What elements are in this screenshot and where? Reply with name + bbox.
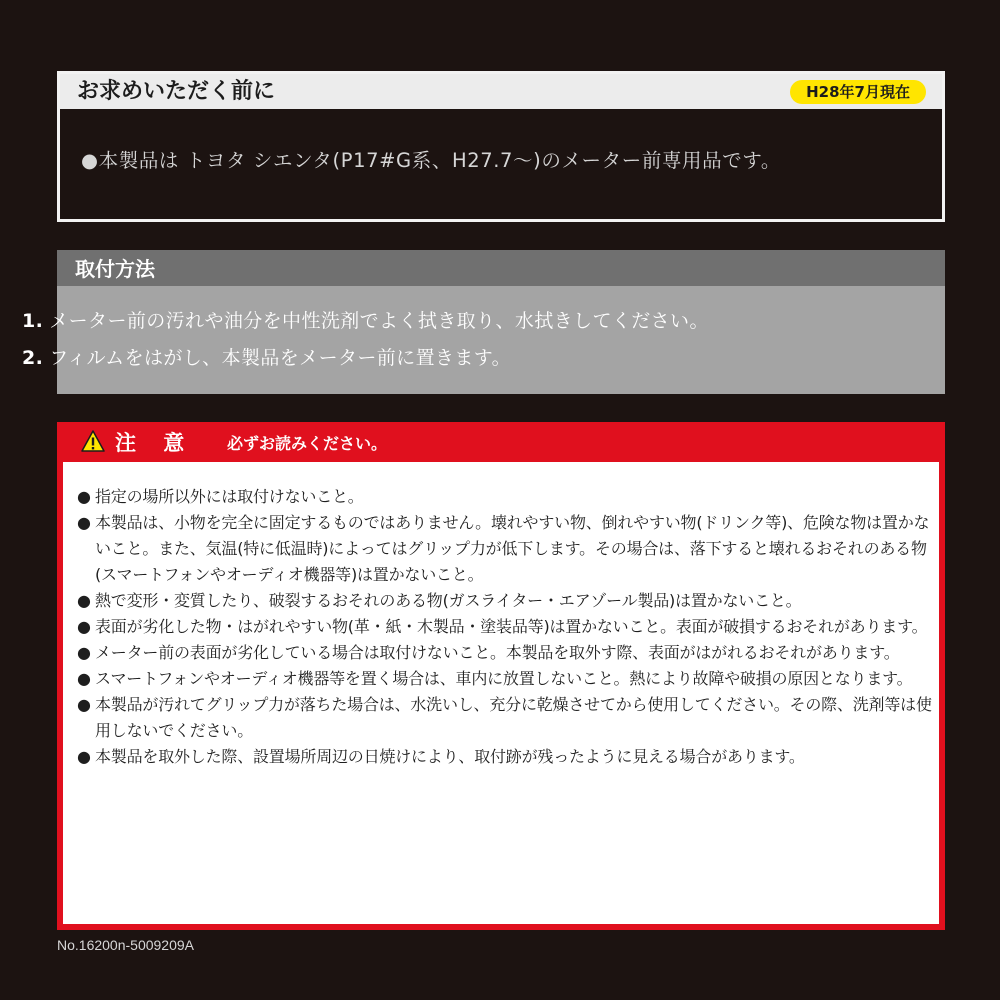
- installation-title: 取付方法: [75, 257, 155, 281]
- caution-title: 注 意: [115, 431, 195, 455]
- warning-triangle-icon: [81, 430, 105, 452]
- list-item: ● 指定の場所以外には取付けないこと。: [77, 484, 937, 510]
- installation-step-1: [22, 306, 709, 333]
- list-item: ● メーター前の表面が劣化している場合は取付けないこと。本製品を取外す際、表面がはがれるおそれがあります。: [77, 640, 937, 666]
- list-item: ● 本製品は、小物を完全に固定するものではありません。壊れやすい物、倒れやすい物(ドリンク等)、危険な物は置かないこと。また、気温(特に低温時)によってはグリップ力が低下します。その場合は、落下すると壊れるおそれのある物(スマートフォンやオーディオ機器等)は置かないこと。: [77, 510, 937, 588]
- list-item: ● 本製品が汚れてグリップ力が落ちた場合は、水洗いし、充分に乾燥させてから使用してください。その際、洗剤等は使用しないでください。: [77, 692, 937, 744]
- list-item: ● 熱で変形・変質したり、破裂するおそれのある物(ガスライター・エアゾール製品)は置かないこと。: [77, 588, 937, 614]
- caution-subtitle: 必ずお読みください。: [227, 434, 388, 453]
- caution-header: [57, 422, 945, 462]
- compatibility-note: ●本製品は トヨタ シエンタ(P17#G系、H27.7〜)のメーター前専用品です。: [81, 149, 781, 172]
- step-number: 1.: [22, 310, 44, 332]
- step-text: フィルムをはがし、本製品をメーター前に置きます。: [49, 347, 512, 369]
- list-item: ● 本製品を取外した際、設置場所周辺の日焼けにより、取付跡が残ったように見える場合があります。: [77, 744, 937, 770]
- installation-header: [57, 250, 945, 286]
- before-purchase-section: [57, 71, 945, 222]
- date-badge: H28年7月現在: [790, 80, 926, 104]
- step-text: メーター前の汚れや油分を中性洗剤でよく拭き取り、水拭きしてください。: [49, 310, 709, 332]
- caution-list: [77, 484, 937, 770]
- list-item: ● 表面が劣化した物・はがれやすい物(革・紙・木製品・塗装品等)は置かないこと。表面が破損するおそれがあります。: [77, 614, 937, 640]
- caution-body: [63, 462, 939, 924]
- installation-step-2: [22, 343, 511, 370]
- list-item: ● スマートフォンやオーディオ機器等を置く場合は、車内に放置しないこと。熱により故障や破損の原因となります。: [77, 666, 937, 692]
- caution-section: [57, 422, 945, 930]
- before-purchase-title: お求めいただく前に: [77, 79, 276, 104]
- document-number: No.16200n-5009209A: [57, 937, 195, 953]
- before-purchase-header: [60, 74, 942, 109]
- step-number: 2.: [22, 347, 44, 369]
